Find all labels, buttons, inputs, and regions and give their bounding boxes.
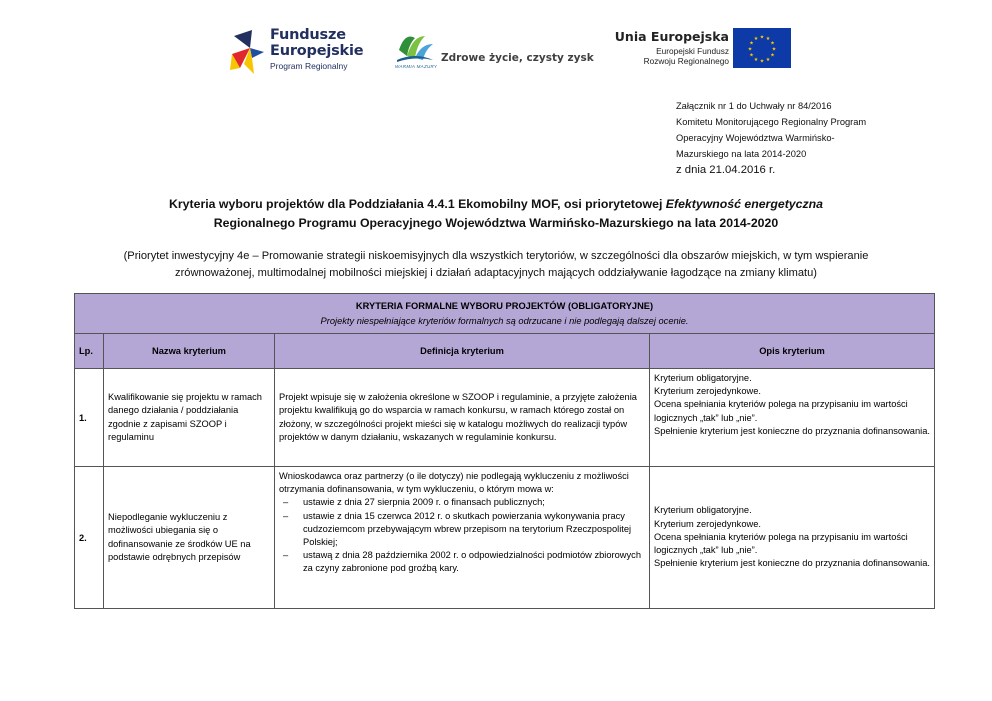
header-logos [0,26,992,80]
row-number: 2. [75,467,104,609]
annex-line4: Mazurskiego na lata 2014-2020 [676,149,807,159]
document-subtitle [80,248,912,282]
unia-line3: Rozwoju Regionalnego [643,55,729,66]
table-row [75,369,935,467]
annex-line1: Załącznik nr 1 do Uchwały nr 84/2016 [676,101,832,111]
description-line: Kryterium obligatoryjne. [654,373,752,383]
definition-list [279,496,645,575]
definition-list-item: – ustawą z dnia 28 października 2002 r. o odpowiedzialności podmiotów zbiorowych za czyny zabronione pod groźbą kary. [279,549,645,575]
definition-list-item: – ustawie z dnia 27 sierpnia 2009 r. o finansach publicznych; [279,496,645,509]
criteria-table [74,293,935,609]
criterion-definition [275,467,650,609]
title-line1-prefix: Kryteria wyboru projektów dla Poddziałania 4.4.1 Ekomobilny MOF, osi priorytetowej [169,197,666,211]
criterion-description [650,467,935,609]
eu-flag-icon [733,28,791,68]
criterion-name: Kwalifikowanie się projektu w ramach danego działania / poddziałania zgodnie z zapisami SZOOP i regulaminu [104,369,275,467]
unia-europejska-logo [614,28,797,78]
svg-text:★: ★ [759,34,765,41]
fundusze-line3: Program Regionalny [270,61,348,71]
annex-note [676,98,916,178]
row-number: 1. [75,369,104,467]
annex-date: z dnia 21.04.2016 r. [676,164,776,176]
description-line: Kryterium obligatoryjne. [654,505,752,516]
title-line1 [0,195,992,214]
table-row [75,467,935,609]
description-line: Ocena spełniania kryteriów polega na przypisaniu im wartości logicznych „tak” lub „nie”. [654,531,908,556]
unia-line2: Europejski Fundusz [656,46,729,57]
table-section-header [75,294,935,334]
fundusze-star-icon [230,28,264,74]
definition-list-item: – ustawie z dnia 15 czerwca 2012 r. o skutkach powierzania wykonywania pracy cudzoziemcom przebywającym wbrew przepisom na terytorium Rzeczpospolitej Polskiej; [279,510,645,550]
column-header-description: Opis kryterium [650,334,935,369]
fundusze-line1: Fundusze [270,27,346,43]
svg-text:★: ★ [765,57,771,63]
svg-text:★: ★ [759,58,765,65]
criterion-definition: Projekt wpisuje się w założenia określone w SZOOP i regulaminie, a przyjęte założenia projektu kwalifikują go do wsparcia w ramach konkursu, w ramach którego został on złożony, w szczególności projekt mieści się w katalogu możliwych do realizacji typów projektów w danym działaniu, wskazanych w regulaminie konkursu. [275,369,650,467]
column-header-definition: Definicja kryterium [275,334,650,369]
warmia-slogan: Zdrowe życie, czysty zysk [441,52,594,64]
description-line: Ocena spełniania kryteriów polega na przypisaniu im wartości logicznych „tak” lub „nie”. [654,399,908,423]
subtitle-line1: (Priorytet inwestycyjny 4e – Promowanie strategii niskoemisyjnych dla wszystkich terytoriów, w szczególności dla obszarów miejskich, w tym wspieranie [123,250,869,262]
svg-text:★: ★ [753,36,759,42]
svg-text:★: ★ [771,46,777,53]
column-header-lp: Lp. [75,334,104,369]
svg-text:★: ★ [749,52,754,59]
warmia-mazury-icon [395,30,438,69]
section-title: KRYTERIA FORMALNE WYBORU PROJEKTÓW (OBLIGATORYJNE) [355,300,654,311]
document-title [0,195,992,233]
criterion-description [650,369,935,467]
svg-text:★: ★ [753,57,759,63]
unia-line1: Unia Europejska [614,29,729,44]
subtitle-line2: zrównoważonej, multimodalnej mobilności miejskiej i działań adaptacyjnych mających oddziaływanie łagodzące na zmiany klimatu) [175,267,817,279]
column-header-name: Nazwa kryterium [104,334,275,369]
svg-text:★: ★ [765,36,771,42]
fundusze-europejskie-logo [230,26,370,80]
fundusze-line2: Europejskie [270,42,364,59]
description-line: Spełnienie kryterium jest konieczne do przyznania dofinansowania. [654,558,930,569]
table-column-headers [75,334,935,369]
title-line2: Regionalnego Programu Operacyjnego Województwa Warmińsko-Mazurskiego na lata 2014-2020 [213,216,779,230]
section-header-cell [75,294,935,334]
section-note: Projekty niespełniające kryteriów formalnych są odrzucane i nie podlegają dalszej ocenie. [320,315,689,326]
svg-text:★: ★ [749,40,754,47]
title-line1-italic: Efektywność energetyczna [665,197,823,211]
description-line: Kryterium zerojedynkowe. [654,386,761,397]
description-line: Spełnienie kryterium jest konieczne do przyznania dofinansowania. [654,425,930,436]
annex-line3: Operacyjny Województwa Warmińsko- [676,133,835,143]
svg-text:★: ★ [770,52,775,59]
svg-text:★: ★ [747,46,753,53]
svg-text:★: ★ [770,40,775,47]
warmia-mazury-logo [395,30,595,74]
warmia-mazury-caption: WARMIA MAZURY [395,64,438,69]
annex-line2: Komitetu Monitorującego Regionalny Program [676,117,867,127]
description-line: Kryterium zerojedynkowe. [654,518,761,529]
definition-intro: Wnioskodawca oraz partnerzy (o ile dotyczy) nie podlegają wykluczeniu z możliwości otrzymania dofinansowania, w tym wykluczeniu, o którym mowa w: [279,471,629,495]
criterion-name: Niepodleganie wykluczeniu z możliwości ubiegania się o dofinansowanie ze środków UE na podstawie odrębnych przepisów [104,467,275,609]
